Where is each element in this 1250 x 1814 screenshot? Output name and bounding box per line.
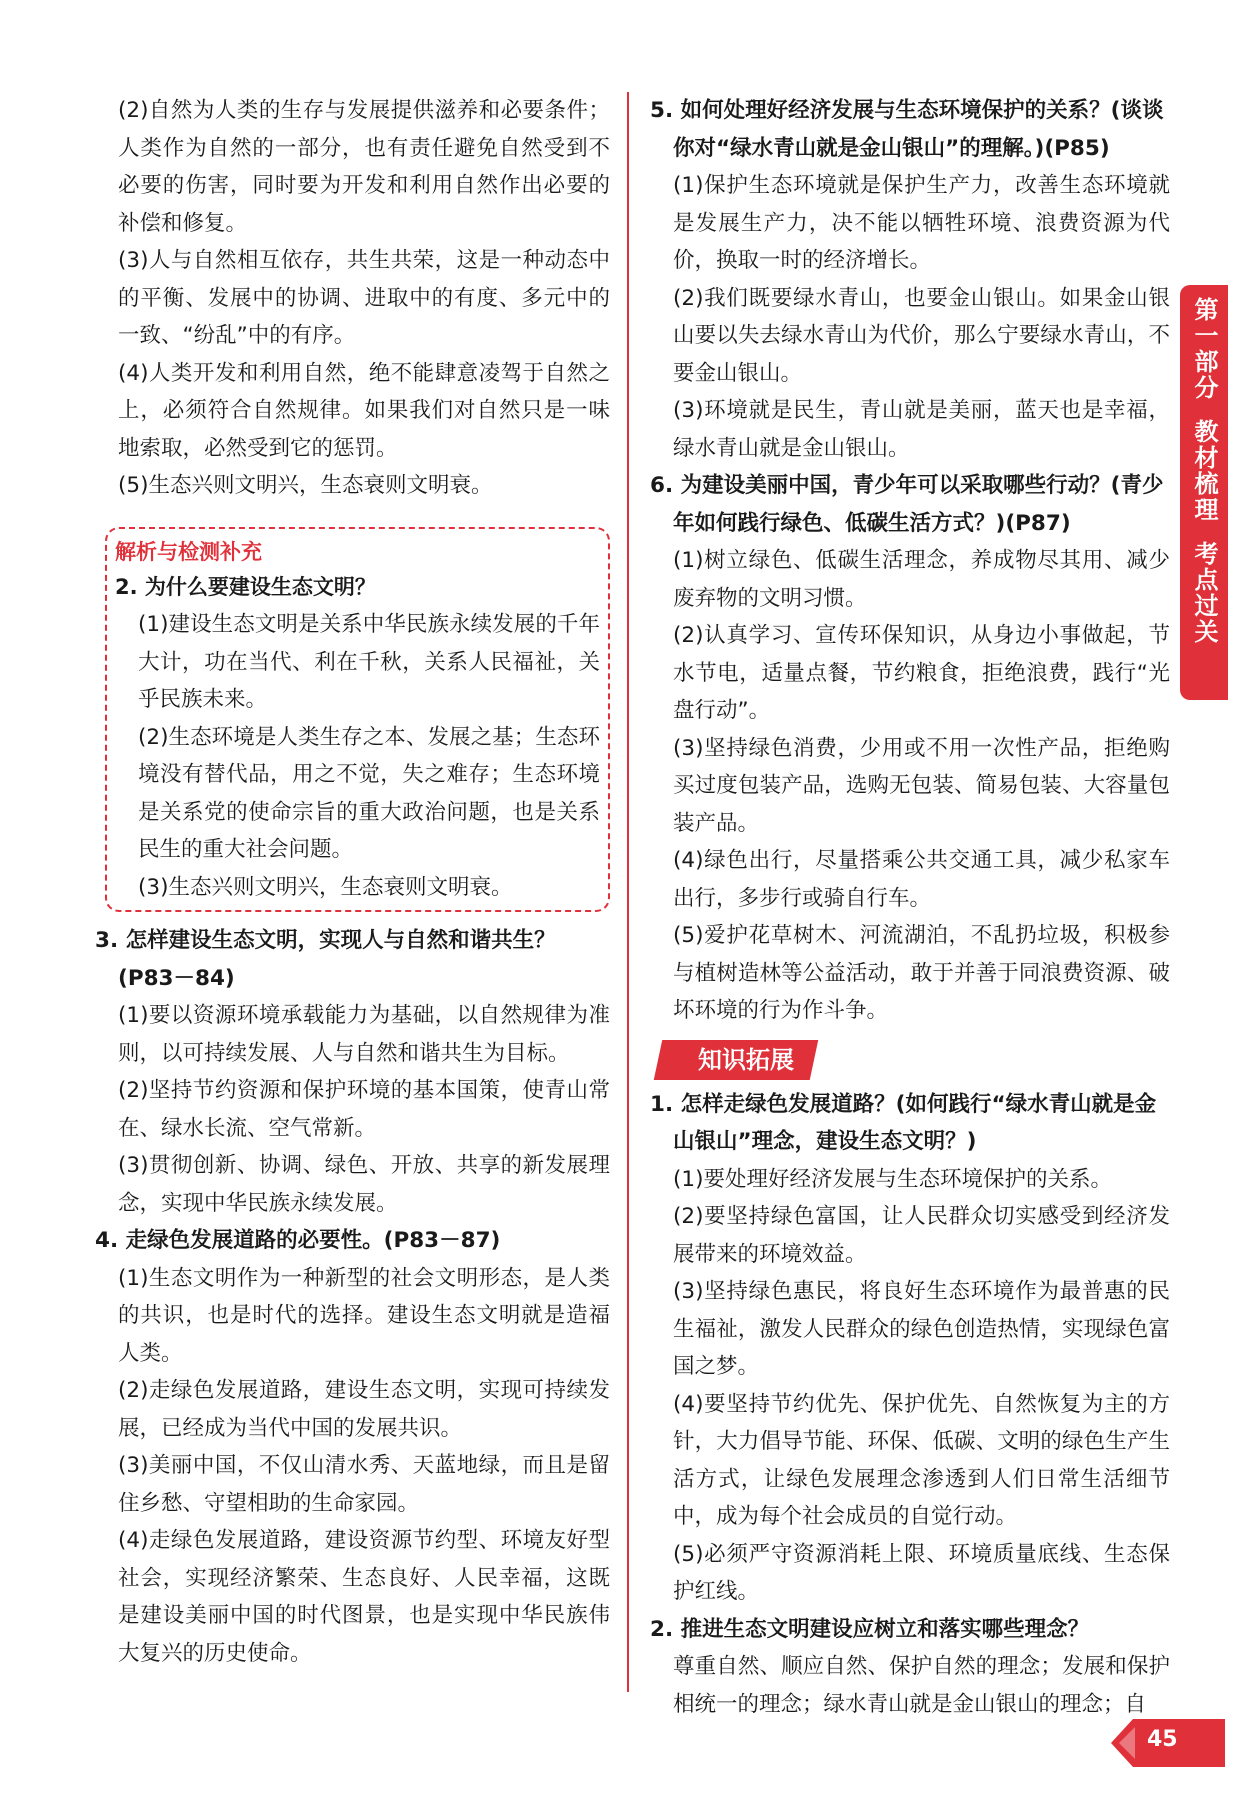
answer: (1)要以资源环境承载能力为基础，以自然规律为准则，以可持续发展、人与自然和谐共生为目标。 <box>118 1003 610 1066</box>
answer: (4)走绿色发展道路，建设资源节约型、环境友好型社会，实现经济繁荣、生态良好、人民幸福，这既是建设美丽中国的时代图景，也是实现中华民族伟大复兴的历史使命。 <box>118 1528 610 1666</box>
answer: (1)生态文明作为一种新型的社会文明形态，是人类的共识，也是时代的选择。建设生态文明就是造福人类。 <box>118 1265 610 1366</box>
page-number-badge <box>1105 1715 1225 1771</box>
section-side-tab <box>1180 285 1228 700</box>
right-column <box>650 92 1170 1723</box>
paragraph: (4)人类开发和利用自然，绝不能肆意凌驾于自然之上，必须符合自然规律。如果我们对自然只是一味地索取，必然受到它的惩罚。 <box>118 360 610 461</box>
column-divider <box>627 92 629 1692</box>
answer: (3)坚持绿色消费，少用或不用一次性产品，拒绝购买过度包装产品，选购无包装、简易包装、大容量包装产品。 <box>673 735 1170 836</box>
answer: (4)绿色出行，尽量搭乘公共交通工具，减少私家车出行，多步行或骑自行车。 <box>673 848 1170 911</box>
answer: (3)坚持绿色惠民，将良好生态环境作为最普惠的民生福祉，激发人民群众的绿色创造热情，实现绿色富国之梦。 <box>673 1279 1170 1379</box>
question: 6. 为建设美丽中国，青少年可以采取哪些行动？(青少年如何践行绿色、低碳生活方式？)(P87) <box>650 473 1164 536</box>
answer: (5)必须严守资源消耗上限、环境质量底线、生态保护红线。 <box>673 1541 1170 1604</box>
question: 3. 怎样建设生态文明，实现人与自然和谐共生？(P83－84) <box>95 928 556 991</box>
supplement-box-title: 解析与检测补充 <box>115 539 262 564</box>
answer: (2)坚持节约资源和保护环境的基本国策，使青山常在、绿水长流、空气常新。 <box>118 1078 610 1141</box>
banner-label: 知识拓展 <box>698 1045 794 1074</box>
answer: (1)树立绿色、低碳生活理念，养成物尽其用、减少废弃物的文明习惯。 <box>673 548 1170 611</box>
answer: (3)贯彻创新、协调、绿色、开放、共享的新发展理念，实现中华民族永续发展。 <box>118 1153 610 1216</box>
answer: (5)爱护花草树木、河流湖泊，不乱扔垃圾，积极参与植树造林等公益活动，敢于并善于同浪费资源、破坏环境的行为作斗争。 <box>673 923 1170 1023</box>
question: 5. 如何处理好经济发展与生态环境保护的关系？(谈谈你对“绿水青山就是金山银山”的理解。)(P85) <box>650 98 1164 161</box>
side-tab-exam: 考点过关 <box>1190 541 1218 645</box>
side-tab-part: 第一部分 <box>1190 297 1218 401</box>
paragraph: (5)生态兴则文明兴，生态衰则文明衰。 <box>118 473 493 498</box>
supplement-box <box>105 527 610 913</box>
answer: (4)要坚持节约优先、保护优先、自然恢复为主的方针，大力倡导节能、环保、低碳、文明的绿色生产生活方式，让绿色发展理念渗透到人们日常生活细节中，成为每个社会成员的自觉行动。 <box>673 1391 1170 1529</box>
answer: (3)环境就是民生，青山就是美丽，蓝天也是幸福，绿水青山就是金山银山。 <box>673 398 1170 461</box>
question: 2. 推进生态文明建设应树立和落实哪些理念？ <box>650 1616 1090 1642</box>
left-column <box>95 92 610 1672</box>
question: 1. 怎样走绿色发展道路？(如何践行“绿水青山就是金山银山”理念，建设生态文明？) <box>650 1091 1157 1154</box>
answer: (2)要坚持绿色富国，让人民群众切实感受到经济发展带来的环境效益。 <box>673 1204 1170 1267</box>
knowledge-extension-banner <box>654 1040 819 1080</box>
question: 2. 为什么要建设生态文明？ <box>115 574 376 599</box>
side-tab-textbook: 教材梳理 <box>1190 419 1218 523</box>
paragraph: (2)自然为人类的生存与发展提供滋养和必要条件；人类作为自然的一部分，也有责任避免自然受到不必要的伤害，同时要为开发和利用自然作出必要的补偿和修复。 <box>118 98 610 236</box>
answer: (3)生态兴则文明兴，生态衰则文明衰。 <box>138 874 513 900</box>
answer: (1)要处理好经济发展与生态环境保护的关系。 <box>673 1166 1112 1192</box>
answer: (3)美丽中国，不仅山清水秀、天蓝地绿，而且是留住乡愁、守望相助的生命家园。 <box>118 1453 610 1516</box>
page-number: 45 <box>1147 1727 1178 1752</box>
question: 4. 走绿色发展道路的必要性。(P83－87) <box>95 1228 501 1253</box>
answer: (1)保护生态环境就是保护生产力，改善生态环境就是发展生产力，决不能以牺牲环境、浪费资源为代价，换取一时的经济增长。 <box>673 173 1170 273</box>
paragraph: (3)人与自然相互依存，共生共荣，这是一种动态中的平衡、发展中的协调、进取中的有度、多元中的一致、“纷乱”中的有序。 <box>118 248 610 348</box>
answer: (2)走绿色发展道路，建设生态文明，实现可持续发展，已经成为当代中国的发展共识。 <box>118 1378 610 1441</box>
answer: (1)建设生态文明是关系中华民族永续发展的千年大计，功在当代、利在千秋，关系人民福祉，关乎民族未来。 <box>138 612 600 712</box>
answer: (2)我们既要绿水青山，也要金山银山。如果金山银山要以失去绿水青山为代价，那么宁要绿水青山，不要金山银山。 <box>673 285 1170 386</box>
answer: (2)认真学习、宣传环保知识，从身边小事做起，节水节电，适量点餐，节约粮食，拒绝浪费，践行“光盘行动”。 <box>673 623 1170 723</box>
answer: 尊重自然、顺应自然、保护自然的理念；发展和保护相统一的理念；绿水青山就是金山银山的理念；自 <box>673 1654 1170 1717</box>
answer: (2)生态环境是人类生存之本、发展之基；生态环境没有替代品，用之不觉，失之难存；生态环境是关系党的使命宗旨的重大政治问题，也是关系民生的重大社会问题。 <box>138 724 600 862</box>
